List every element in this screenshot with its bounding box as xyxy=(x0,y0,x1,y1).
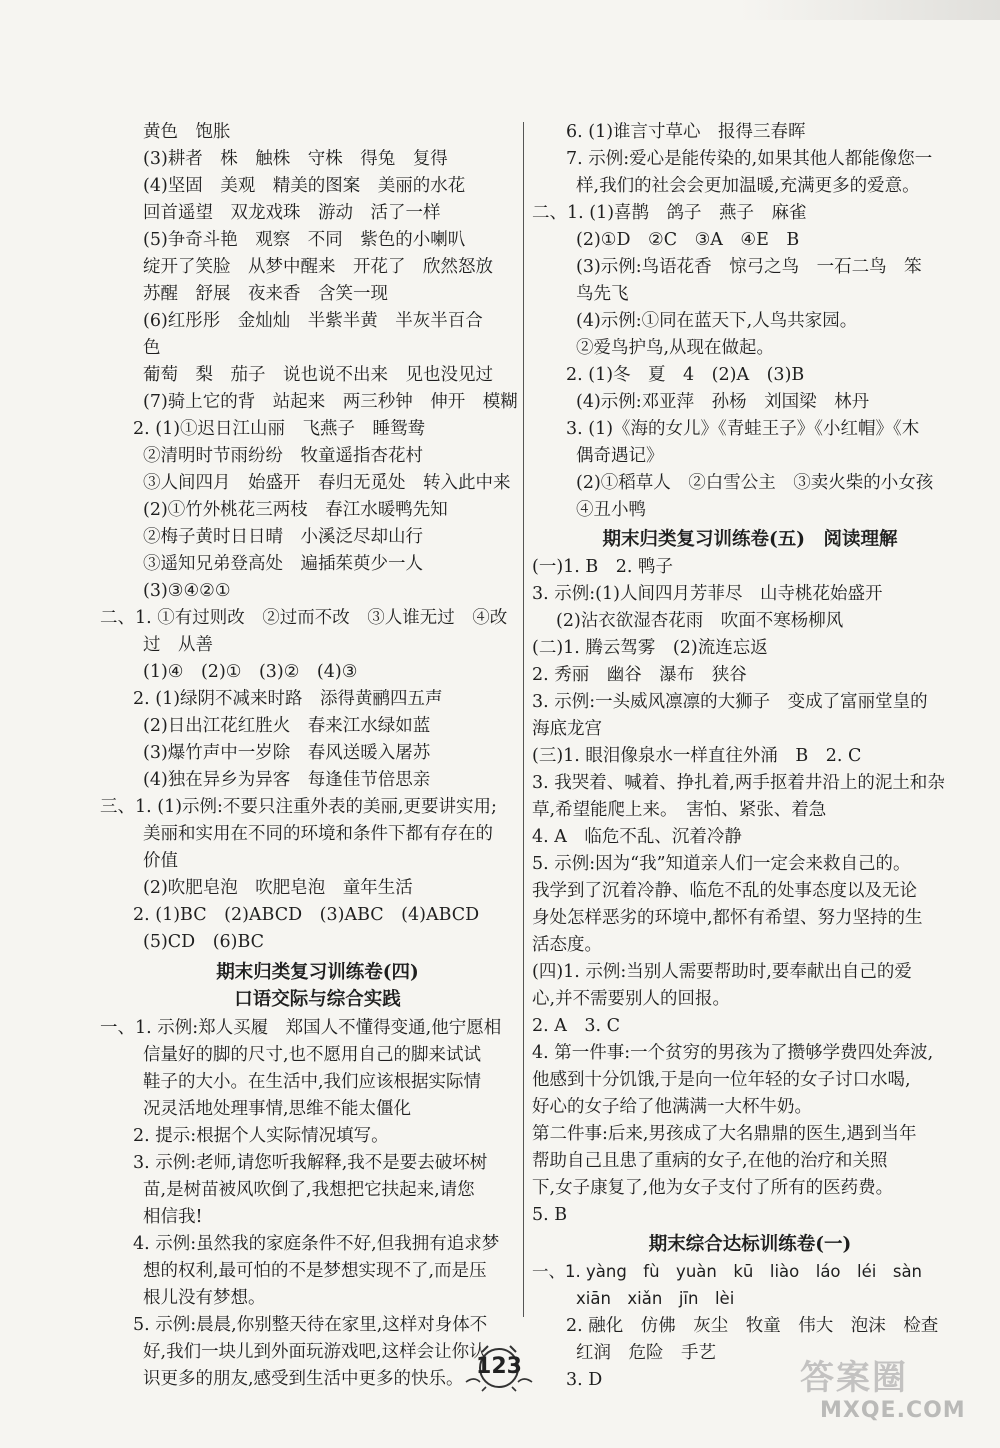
answer-line: (2)吹肥皂泡 吹肥皂泡 童年生活 xyxy=(143,878,413,898)
answer-line: ④丑小鸭 xyxy=(576,500,646,520)
answer-line: (6)红彤彤 金灿灿 半紫半黄 半灰半百合 xyxy=(143,311,483,331)
answer-line: 2. 提示:根据个人实际情况填写。 xyxy=(133,1126,389,1146)
answer-line: 二、1. ①有过则改 ②过而不改 ③人谁无过 ④改 xyxy=(100,608,508,628)
top-edge-shadow xyxy=(740,0,1000,20)
answer-line: (3)爆竹声中一岁除 春风送暖入屠苏 xyxy=(143,743,431,763)
answer-line: 草,希望能爬上来。 害怕、紧张、着急 xyxy=(532,800,827,820)
answer-line: 相信我! xyxy=(143,1207,203,1227)
section-heading: 期末归类复习训练卷(四) xyxy=(216,962,419,983)
answer-line: 好,我们一块儿到外面玩游戏吧,这样会让你认 xyxy=(143,1342,487,1362)
answer-line: 2. A 3. C xyxy=(532,1016,621,1036)
answer-line: ②爱鸟护鸟,从现在做起。 xyxy=(576,338,775,358)
answer-line: 4. A 临危不乱、沉着冷静 xyxy=(532,827,742,847)
answer-line: 第二件事:后来,男孩成了大名鼎鼎的医生,遇到当年 xyxy=(532,1124,917,1144)
answer-line: (5)CD (6)BC xyxy=(143,932,265,952)
answer-line: 绽开了笑脸 从梦中醒来 开花了 欣然怒放 xyxy=(143,257,493,277)
answer-line: 海底龙宫 xyxy=(532,719,602,739)
answer-line: ②梅子黄时日日晴 小溪泛尽却山行 xyxy=(143,527,423,547)
answer-line: (4)独在异乡为异客 每逢佳节倍思亲 xyxy=(143,770,431,790)
watermark xyxy=(790,1350,980,1428)
answer-line: (2)日出江花红胜火 春来江水绿如蓝 xyxy=(143,716,431,736)
answer-line: 5. 示例:因为“我”知道亲人们一定会来救自己的。 xyxy=(532,854,911,874)
answer-line: 2. (1)冬 夏 4 (2)A (3)B xyxy=(566,365,805,385)
answer-line: 2. (1)绿阴不减来时路 添得黄鹂四五声 xyxy=(133,689,443,709)
answer-line: 过 从善 xyxy=(143,635,213,655)
answer-line: ②清明时节雨纷纷 牧童遥指杏花村 xyxy=(143,446,423,466)
answer-line: 帮助自己且患了重病的女子,在他的治疗和关照 xyxy=(532,1151,888,1171)
answer-line: 下,女子康复了,他为女子支付了所有的医药费。 xyxy=(532,1178,894,1198)
answer-line: (三)1. 眼泪像泉水一样直往外涌 B 2. C xyxy=(532,746,862,766)
answer-line: 5. 示例:晨晨,你别整天待在家里,这样对身体不 xyxy=(133,1315,488,1335)
answer-line: 3. 示例:老师,请您听我解释,我不是要去破坏树 xyxy=(133,1153,488,1173)
answer-line: 他感到十分饥饿,于是向一位年轻的女子讨口水喝, xyxy=(532,1070,911,1090)
answer-line: 4. 示例:虽然我的家庭条件不好,但我拥有追求梦 xyxy=(133,1234,500,1254)
answer-line: (4)坚固 美观 精美的图案 美丽的水花 xyxy=(143,176,466,196)
answer-line: 一、1. 示例:郑人买履 郑国人不懂得变通,他宁愿相 xyxy=(100,1018,502,1038)
answer-line: 美丽和实用在不同的环境和条件下都有存在的 xyxy=(143,824,493,844)
answer-line: (四)1. 示例:当别人需要帮助时,要奉献出自己的爱 xyxy=(532,962,912,982)
answer-line: 回首遥望 双龙戏珠 游动 活了一样 xyxy=(143,203,441,223)
answer-line: 2. (1)①迟日江山丽 飞燕子 睡鸳鸯 xyxy=(133,419,426,439)
pinyin-line: 一、1. yàng fù yuàn kū liào láo léi sàn xyxy=(532,1262,923,1281)
answer-line: (3)示例:鸟语花香 惊弓之鸟 一石二鸟 笨 xyxy=(576,257,922,277)
answer-line: 红润 危险 手艺 xyxy=(576,1343,716,1363)
answer-line: 身处怎样恶劣的环境中,都怀有希望、努力坚持的生 xyxy=(532,908,923,928)
answer-line: (7)骑上它的背 站起来 两三秒钟 伸开 模糊 xyxy=(143,392,518,412)
answer-line: (2)沾衣欲湿杏花雨 吹面不寒杨柳风 xyxy=(556,611,844,631)
answer-line: 好心的女子给了他满满一大杯牛奶。 xyxy=(532,1097,812,1117)
answer-line: 根儿没有梦想。 xyxy=(143,1288,266,1308)
answer-line: 7. 示例:爱心是能传染的,如果其他人都能像您一 xyxy=(566,149,933,169)
watermark-url: MXQE.COM xyxy=(820,1398,966,1423)
answer-line: 2. 融化 仿佛 灰尘 牧童 伟大 泡沫 检查 xyxy=(566,1316,939,1336)
answer-line: (2)①D ②C ③A ④E B xyxy=(576,230,800,250)
answer-line: (一)1. B 2. 鸭子 xyxy=(532,557,674,577)
answer-line: (二)1. 腾云驾雾 (2)流连忘返 xyxy=(532,638,768,658)
answer-line: 识更多的朋友,感受到生活中更多的快乐。 xyxy=(143,1369,464,1389)
answer-line: (4)示例:邓亚萍 孙杨 刘国梁 林丹 xyxy=(576,392,870,412)
pinyin-line: xiān xiǎn jīn lèi xyxy=(576,1289,735,1308)
answer-line: 3. 示例:一头威风凛凛的大狮子 变成了富丽堂皇的 xyxy=(532,692,928,712)
answer-line: 样,我们的社会会更加温暖,充满更多的爱意。 xyxy=(576,176,920,196)
answer-line: (4)示例:①同在蓝天下,人鸟共家园。 xyxy=(576,311,858,331)
answer-line: (3)耕者 株 触株 守株 得兔 复得 xyxy=(143,149,448,169)
answer-line: 心,并不需要别人的回报。 xyxy=(532,989,731,1009)
answer-line: 3. 示例:(1)人间四月芳菲尽 山寺桃花始盛开 xyxy=(532,584,883,604)
answer-line: (2)①竹外桃花三两枝 春江水暖鸭先知 xyxy=(143,500,448,520)
answer-line: 三、1. (1)示例:不要只注重外表的美丽,更要讲实用; xyxy=(100,797,497,817)
answer-line: (2)①稻草人 ②白雪公主 ③卖火柴的小女孩 xyxy=(576,473,934,493)
answer-line: 3. 我哭着、喊着、挣扎着,两手抠着井沿上的泥土和杂 xyxy=(532,773,945,793)
answer-line: 鞋子的大小。在生活中,我们应该根据实际情 xyxy=(143,1072,482,1092)
answer-line: 6. (1)谁言寸草心 报得三春晖 xyxy=(566,122,806,142)
answer-line: 偶奇遇记》 xyxy=(576,446,664,466)
page-number-badge xyxy=(462,1342,536,1392)
section-heading: 期末综合达标训练卷(一) xyxy=(648,1234,852,1255)
answer-line: ③人间四月 始盛开 春归无觅处 转入此中来 xyxy=(143,473,511,493)
answer-line: 2. (1)BC (2)ABCD (3)ABC (4)ABCD xyxy=(133,905,480,925)
answer-line: 二、1. (1)喜鹊 鸽子 燕子 麻雀 xyxy=(532,203,807,223)
answer-line: (3)③④②① xyxy=(143,581,231,601)
column-divider xyxy=(523,122,524,1317)
answer-line: (5)争奇斗艳 观察 不同 紫色的小喇叭 xyxy=(143,230,466,250)
answer-line: 苏醒 舒展 夜来香 含笑一现 xyxy=(143,284,388,304)
answer-line: 活态度。 xyxy=(532,935,602,955)
answer-line: 想的权利,最可怕的不是梦想实现不了,而是压 xyxy=(143,1261,487,1281)
answer-line: 苗,是树苗被风吹倒了,我想把它扶起来,请您 xyxy=(143,1180,475,1200)
answer-line: 葡萄 梨 茄子 说也说不出来 见也没见过 xyxy=(143,365,493,385)
answer-line: 5. B xyxy=(532,1205,568,1225)
answer-line: 鸟先飞 xyxy=(576,284,629,304)
answer-line: 我学到了沉着冷静、临危不乱的处事态度以及无论 xyxy=(532,881,917,901)
watermark-logo-text: 答案圈 xyxy=(800,1358,908,1398)
answer-line: 价值 xyxy=(143,851,178,871)
answer-line: 4. 第一件事:一个贫穷的男孩为了攒够学费四处奔波, xyxy=(532,1043,934,1063)
answer-line: 3. (1)《海的女儿》《青蛙王子》《小红帽》《木 xyxy=(566,419,920,439)
page-number: 123 xyxy=(476,1354,522,1379)
answer-line: 信量好的脚的尺寸,也不愿用自己的脚来试试 xyxy=(143,1045,482,1065)
answer-line: 黄色 饱胀 xyxy=(143,122,231,142)
answer-line: 2. 秀丽 幽谷 瀑布 狭谷 xyxy=(532,665,747,685)
section-heading: 期末归类复习训练卷(五) 阅读理解 xyxy=(602,529,898,550)
section-heading: 口语交际与综合实践 xyxy=(234,989,401,1010)
answer-line: 况灵活地处理事情,思维不能太僵化 xyxy=(143,1099,412,1119)
answer-line: 色 xyxy=(143,338,161,358)
answer-line: 3. D xyxy=(566,1370,603,1390)
answer-line: (1)④ (2)① (3)② (4)③ xyxy=(143,662,358,682)
answer-line: ③遥知兄弟登高处 遍插茱萸少一人 xyxy=(143,554,423,574)
